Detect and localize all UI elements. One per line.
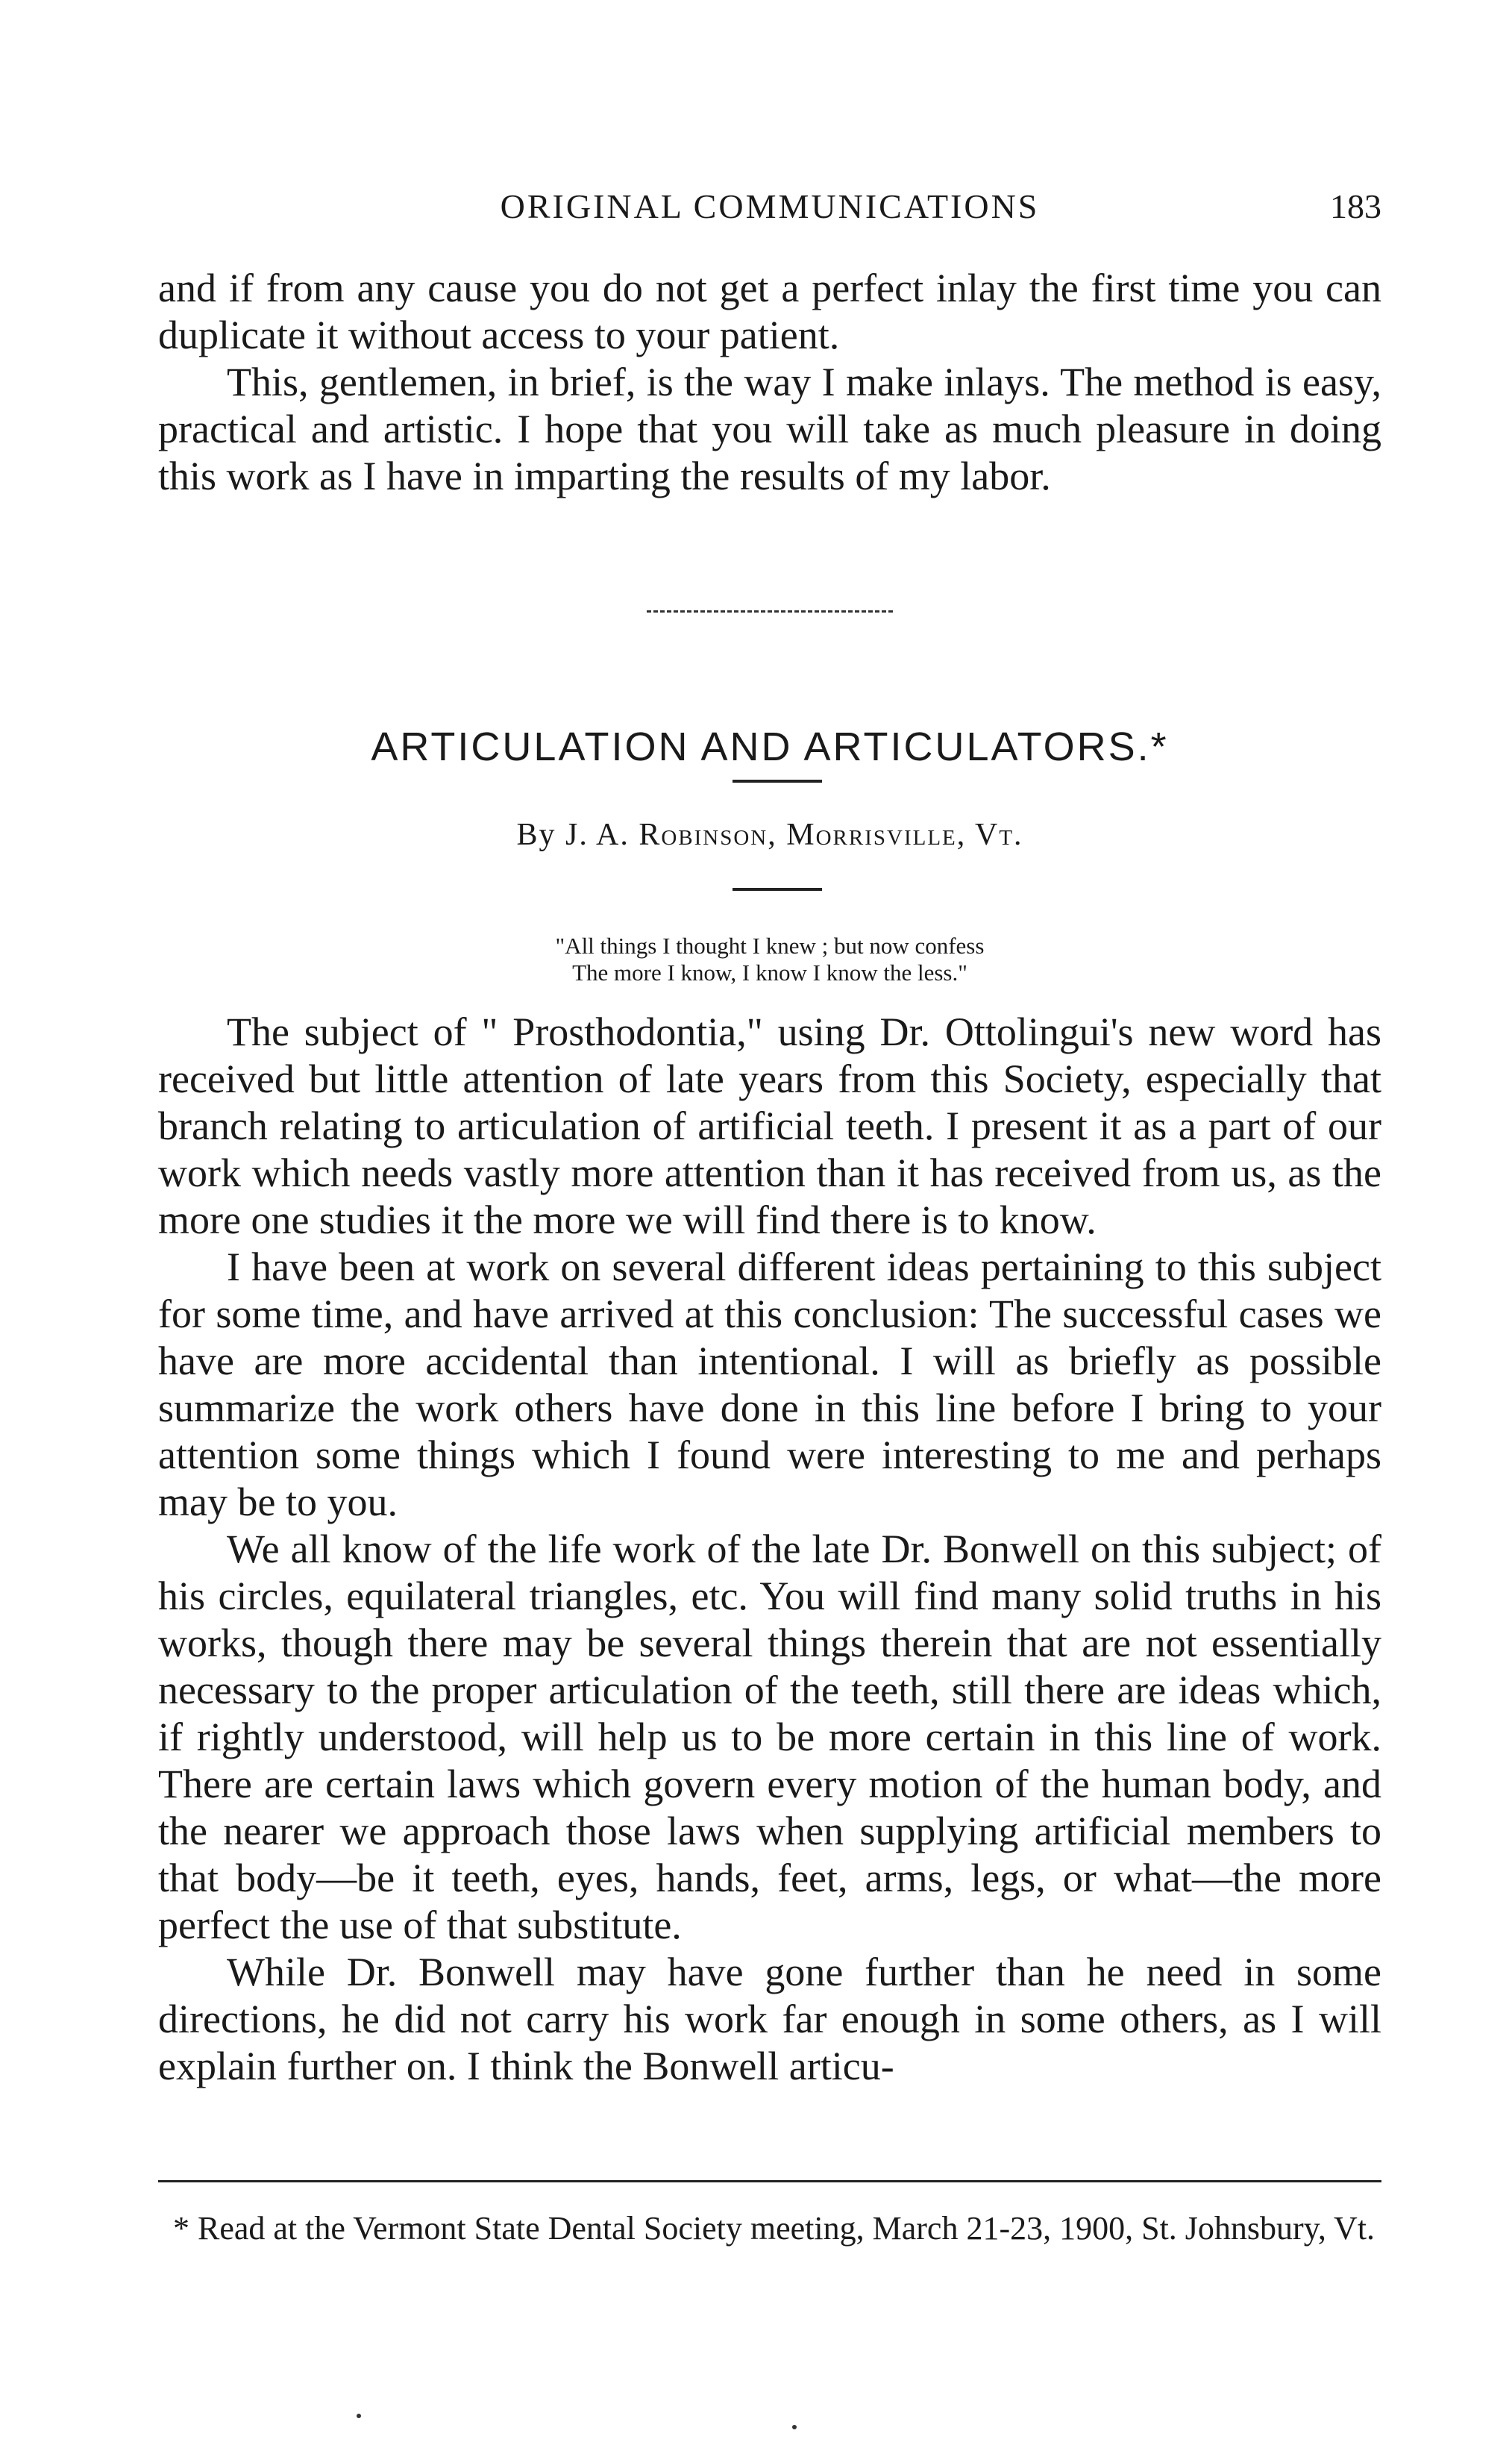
footnote-rule <box>158 2180 1381 2182</box>
article-title: ARTICULATION AND ARTICULATORS.* <box>371 724 1169 769</box>
article-paragraph: I have been at work on several different ideas pertaining to this subject for some time, and have arrived at this conclusion: The successful cases we have are more accidental than intentional. I will as briefly as possible summarize the work others have done in this line before I bring to your attention some things which I found were interesting to me and perhaps may be to you. <box>158 1245 1381 1524</box>
print-speck <box>357 2414 361 2418</box>
continued-text <box>158 265 1381 500</box>
epigraph <box>158 933 1381 986</box>
section-divider <box>647 610 893 613</box>
running-head <box>158 181 1381 233</box>
byline-author: J. A. Robinson, Morrisville, Vt. <box>565 818 1023 852</box>
byline-prefix: By <box>516 818 556 852</box>
article-paragraph: The subject of " Prosthodontia," using Dr. Ottolingui's new word has received but little attention of late years from this Society, especially that branch relating to articulation of artificial teeth. I present it as a part of our work which needs vastly more attention than it has received from us, as the more one studies it the more we will find there is to know. <box>158 1009 1381 1242</box>
title-rule <box>733 780 822 783</box>
running-title: ORIGINAL COMMUNICATIONS <box>500 187 1040 225</box>
byline <box>158 817 1381 853</box>
document-page <box>158 0 1381 2448</box>
footnote: * Read at the Vermont State Dental Society meeting, March 21-23, 1900, St. Johnsbury, Vt. <box>173 2210 1375 2247</box>
article-body <box>158 1009 1381 2090</box>
epigraph-line: The more I know, I know I know the less." <box>572 960 967 986</box>
page-number: 183 <box>1330 187 1381 225</box>
article-paragraph: While Dr. Bonwell may have gone further than he need in some directions, he did not carry his work far enough in some others, as I will explain further on. I think the Bonwell articu- <box>158 1950 1381 2088</box>
epigraph-line: "All things I thought I knew ; but now confess <box>555 933 985 959</box>
byline-rule <box>733 888 822 891</box>
print-speck <box>792 2425 797 2429</box>
article-paragraph: We all know of the life work of the late Dr. Bonwell on this subject; of his circles, equilateral triangles, etc. You will find many solid truths in his works, though there may be several things therein that are not essentially necessary to the proper articulation of the teeth, still there are ideas which, if rightly understood, will help us to be more certain in this line of work. There are certain laws which govern every motion of the human body, and the nearer we approach those laws when supplying artificial members to that body—be it teeth, eyes, hands, feet, arms, legs, or what—the more perfect the use of that substitute. <box>158 1527 1381 1947</box>
closing-paragraph: This, gentlemen, in brief, is the way I make inlays. The method is easy, practical and artistic. I hope that you will take as much pleasure in doing this work as I have in imparting the results of my labor. <box>158 360 1381 498</box>
continued-paragraph: and if from any cause you do not get a perfect inlay the first time you can duplicate it without access to your patient. <box>158 266 1381 357</box>
